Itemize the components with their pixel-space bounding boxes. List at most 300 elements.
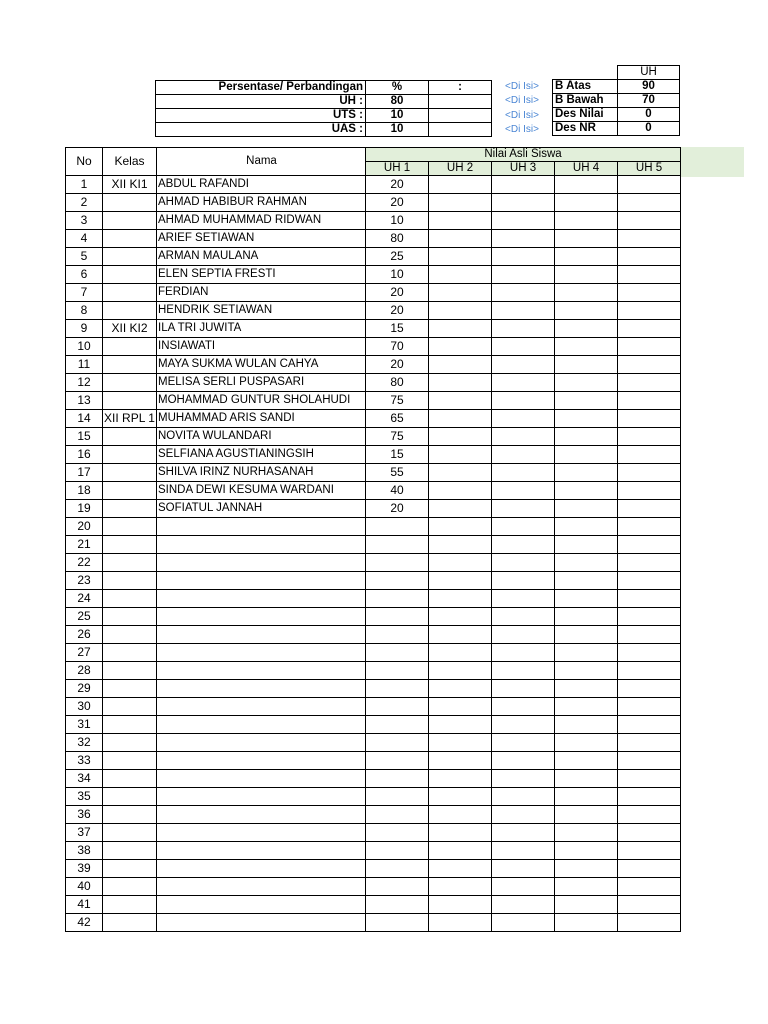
cell-no[interactable]: 15 [66,428,103,446]
cell-uh5[interactable] [618,410,681,428]
cell-nama[interactable]: ABDUL RAFANDI [157,176,366,194]
uh-value[interactable]: 0 [618,122,680,136]
cell-uh2[interactable] [429,590,492,608]
cell-uh1[interactable] [366,824,429,842]
cell-no[interactable]: 30 [66,698,103,716]
cell-uh1[interactable] [366,626,429,644]
cell-uh4[interactable] [555,536,618,554]
cell-nama[interactable] [157,914,366,932]
cell-kelas[interactable] [103,662,157,680]
cell-kelas[interactable] [103,788,157,806]
cell-uh3[interactable] [492,914,555,932]
column-header-uh5[interactable]: UH 5 [618,162,681,176]
settings-label[interactable]: UAS : [156,123,366,137]
cell-kelas[interactable] [103,392,157,410]
cell-uh1[interactable]: 20 [366,302,429,320]
cell-no[interactable]: 5 [66,248,103,266]
cell-uh4[interactable] [555,248,618,266]
cell-no[interactable]: 12 [66,374,103,392]
cell-uh5[interactable] [618,842,681,860]
settings-value[interactable]: 80 [366,95,429,109]
cell-uh3[interactable] [492,284,555,302]
cell-uh5[interactable] [618,464,681,482]
cell-uh3[interactable] [492,716,555,734]
uh-key[interactable]: B Atas [553,80,618,94]
cell-uh3[interactable] [492,698,555,716]
cell-uh3[interactable] [492,572,555,590]
cell-no[interactable]: 8 [66,302,103,320]
cell-kelas[interactable] [103,248,157,266]
cell-nama[interactable]: ILA TRI JUWITA [157,320,366,338]
cell-uh1[interactable] [366,860,429,878]
cell-uh5[interactable] [618,392,681,410]
cell-uh2[interactable] [429,752,492,770]
cell-uh3[interactable] [492,878,555,896]
cell-uh2[interactable] [429,482,492,500]
cell-kelas[interactable] [103,482,157,500]
cell-uh2[interactable] [429,302,492,320]
cell-uh4[interactable] [555,608,618,626]
uh-header[interactable]: UH [618,66,680,80]
cell-no[interactable]: 9 [66,320,103,338]
cell-no[interactable]: 37 [66,824,103,842]
cell-uh5[interactable] [618,428,681,446]
cell-uh5[interactable] [618,266,681,284]
cell-nama[interactable] [157,824,366,842]
cell-uh1[interactable] [366,572,429,590]
cell-kelas[interactable] [103,572,157,590]
cell-uh5[interactable] [618,446,681,464]
settings-label[interactable]: UH : [156,95,366,109]
cell-uh1[interactable] [366,590,429,608]
cell-uh4[interactable] [555,860,618,878]
cell-uh3[interactable] [492,608,555,626]
cell-uh2[interactable] [429,824,492,842]
cell-uh2[interactable] [429,626,492,644]
settings-empty-cell[interactable] [429,109,492,123]
cell-no[interactable]: 13 [66,392,103,410]
cell-uh1[interactable] [366,788,429,806]
cell-uh3[interactable] [492,482,555,500]
cell-uh3[interactable] [492,194,555,212]
column-group-nilai-asli[interactable]: Nilai Asli Siswa [366,148,681,162]
cell-nama[interactable] [157,878,366,896]
cell-uh5[interactable] [618,662,681,680]
cell-no[interactable]: 36 [66,806,103,824]
cell-nama[interactable] [157,626,366,644]
cell-kelas[interactable] [103,518,157,536]
cell-uh5[interactable] [618,806,681,824]
cell-no[interactable]: 3 [66,212,103,230]
cell-uh3[interactable] [492,662,555,680]
cell-kelas[interactable] [103,842,157,860]
cell-no[interactable]: 20 [66,518,103,536]
cell-no[interactable]: 42 [66,914,103,932]
cell-uh1[interactable] [366,896,429,914]
cell-uh1[interactable] [366,806,429,824]
cell-uh1[interactable] [366,608,429,626]
cell-no[interactable]: 38 [66,842,103,860]
cell-kelas[interactable] [103,626,157,644]
cell-uh4[interactable] [555,914,618,932]
cell-uh1[interactable] [366,770,429,788]
cell-no[interactable]: 23 [66,572,103,590]
cell-uh3[interactable] [492,428,555,446]
cell-uh3[interactable] [492,320,555,338]
cell-uh5[interactable] [618,590,681,608]
cell-uh4[interactable] [555,320,618,338]
cell-uh3[interactable] [492,500,555,518]
uh-value[interactable]: 70 [618,94,680,108]
cell-nama[interactable] [157,590,366,608]
cell-kelas[interactable] [103,374,157,392]
uh-key[interactable]: Des NR [553,122,618,136]
cell-uh4[interactable] [555,896,618,914]
cell-kelas[interactable] [103,500,157,518]
cell-no[interactable]: 2 [66,194,103,212]
cell-uh3[interactable] [492,554,555,572]
cell-uh2[interactable] [429,176,492,194]
cell-uh1[interactable]: 20 [366,356,429,374]
cell-uh1[interactable]: 10 [366,266,429,284]
cell-kelas[interactable] [103,698,157,716]
cell-uh4[interactable] [555,752,618,770]
cell-uh5[interactable] [618,500,681,518]
cell-no[interactable]: 10 [66,338,103,356]
cell-uh4[interactable] [555,194,618,212]
cell-nama[interactable]: SINDA DEWI KESUMA WARDANI [157,482,366,500]
cell-nama[interactable] [157,554,366,572]
cell-uh3[interactable] [492,860,555,878]
cell-uh1[interactable] [366,734,429,752]
cell-kelas[interactable] [103,914,157,932]
cell-uh4[interactable] [555,212,618,230]
cell-uh4[interactable] [555,716,618,734]
cell-uh5[interactable] [618,176,681,194]
cell-kelas[interactable] [103,608,157,626]
cell-uh2[interactable] [429,572,492,590]
cell-kelas[interactable] [103,428,157,446]
cell-nama[interactable] [157,896,366,914]
cell-uh1[interactable]: 80 [366,230,429,248]
column-header-uh2[interactable]: UH 2 [429,162,492,176]
column-header-uh4[interactable]: UH 4 [555,162,618,176]
cell-uh1[interactable]: 20 [366,500,429,518]
cell-no[interactable]: 28 [66,662,103,680]
cell-kelas[interactable]: XII RPL 1 [103,410,157,428]
cell-uh2[interactable] [429,896,492,914]
cell-uh5[interactable] [618,212,681,230]
cell-uh2[interactable] [429,878,492,896]
cell-nama[interactable] [157,788,366,806]
cell-uh4[interactable] [555,374,618,392]
column-header-kelas[interactable]: Kelas [103,148,157,176]
cell-uh5[interactable] [618,572,681,590]
cell-nama[interactable] [157,698,366,716]
cell-uh5[interactable] [618,734,681,752]
column-header-uh3[interactable]: UH 3 [492,162,555,176]
cell-uh1[interactable] [366,878,429,896]
cell-nama[interactable]: SELFIANA AGUSTIANINGSIH [157,446,366,464]
cell-uh1[interactable]: 20 [366,284,429,302]
cell-no[interactable]: 16 [66,446,103,464]
cell-uh2[interactable] [429,464,492,482]
cell-uh4[interactable] [555,410,618,428]
cell-nama[interactable] [157,572,366,590]
cell-nama[interactable]: ARMAN MAULANA [157,248,366,266]
cell-uh3[interactable] [492,788,555,806]
cell-no[interactable]: 18 [66,482,103,500]
cell-uh3[interactable] [492,518,555,536]
cell-nama[interactable] [157,644,366,662]
cell-uh5[interactable] [618,374,681,392]
cell-kelas[interactable] [103,554,157,572]
cell-no[interactable]: 33 [66,752,103,770]
cell-uh5[interactable] [618,338,681,356]
cell-nama[interactable]: INSIAWATI [157,338,366,356]
cell-uh5[interactable] [618,626,681,644]
cell-nama[interactable]: ELEN SEPTIA FRESTI [157,266,366,284]
settings-empty-cell[interactable] [429,123,492,137]
cell-uh2[interactable] [429,860,492,878]
cell-uh1[interactable] [366,752,429,770]
cell-uh4[interactable] [555,392,618,410]
cell-uh1[interactable]: 15 [366,320,429,338]
uh-value[interactable]: 0 [618,108,680,122]
cell-uh1[interactable]: 25 [366,248,429,266]
cell-uh4[interactable] [555,806,618,824]
cell-uh2[interactable] [429,518,492,536]
cell-uh1[interactable] [366,716,429,734]
cell-nama[interactable]: MAYA SUKMA WULAN CAHYA [157,356,366,374]
cell-kelas[interactable] [103,194,157,212]
cell-uh3[interactable] [492,824,555,842]
settings-header-label[interactable]: Persentase/ Perbandingan [156,81,366,95]
cell-uh1[interactable]: 40 [366,482,429,500]
cell-uh4[interactable] [555,824,618,842]
cell-uh3[interactable] [492,410,555,428]
uh-key[interactable]: Des Nilai [553,108,618,122]
cell-nama[interactable]: MUHAMMAD ARIS SANDI [157,410,366,428]
cell-uh5[interactable] [618,230,681,248]
cell-no[interactable]: 41 [66,896,103,914]
cell-uh4[interactable] [555,230,618,248]
settings-value[interactable]: 10 [366,123,429,137]
cell-uh1[interactable]: 15 [366,446,429,464]
cell-uh3[interactable] [492,230,555,248]
cell-uh4[interactable] [555,572,618,590]
cell-nama[interactable]: MELISA SERLI PUSPASARI [157,374,366,392]
cell-no[interactable]: 7 [66,284,103,302]
cell-uh2[interactable] [429,194,492,212]
cell-kelas[interactable] [103,806,157,824]
cell-uh2[interactable] [429,608,492,626]
cell-kelas[interactable] [103,824,157,842]
cell-uh2[interactable] [429,392,492,410]
uh-value[interactable]: 90 [618,80,680,94]
cell-uh2[interactable] [429,536,492,554]
cell-kelas[interactable] [103,464,157,482]
column-header-nama[interactable]: Nama [157,148,366,176]
column-header-no[interactable]: No [66,148,103,176]
cell-uh1[interactable]: 70 [366,338,429,356]
cell-no[interactable]: 14 [66,410,103,428]
cell-kelas[interactable] [103,878,157,896]
cell-uh5[interactable] [618,554,681,572]
cell-uh5[interactable] [618,356,681,374]
cell-kelas[interactable] [103,680,157,698]
cell-uh2[interactable] [429,788,492,806]
column-header-uh1[interactable]: UH 1 [366,162,429,176]
cell-uh4[interactable] [555,662,618,680]
uh-key[interactable]: B Bawah [553,94,618,108]
cell-nama[interactable] [157,734,366,752]
cell-uh1[interactable]: 20 [366,194,429,212]
cell-kelas[interactable] [103,284,157,302]
cell-no[interactable]: 11 [66,356,103,374]
cell-uh2[interactable] [429,284,492,302]
cell-uh3[interactable] [492,644,555,662]
cell-uh2[interactable] [429,680,492,698]
settings-label[interactable]: UTS : [156,109,366,123]
cell-uh3[interactable] [492,680,555,698]
cell-uh3[interactable] [492,302,555,320]
cell-no[interactable]: 35 [66,788,103,806]
cell-uh4[interactable] [555,284,618,302]
cell-uh5[interactable] [618,878,681,896]
cell-uh5[interactable] [618,860,681,878]
settings-header-percent[interactable]: % [366,81,429,95]
cell-uh2[interactable] [429,716,492,734]
cell-uh4[interactable] [555,590,618,608]
cell-uh5[interactable] [618,896,681,914]
cell-uh3[interactable] [492,338,555,356]
cell-uh3[interactable] [492,842,555,860]
cell-kelas[interactable] [103,770,157,788]
cell-uh1[interactable] [366,554,429,572]
cell-uh5[interactable] [618,518,681,536]
cell-uh3[interactable] [492,626,555,644]
cell-no[interactable]: 17 [66,464,103,482]
cell-uh5[interactable] [618,698,681,716]
cell-kelas[interactable] [103,896,157,914]
cell-uh5[interactable] [618,284,681,302]
cell-nama[interactable] [157,860,366,878]
cell-uh3[interactable] [492,392,555,410]
cell-kelas[interactable] [103,734,157,752]
cell-uh4[interactable] [555,338,618,356]
cell-uh1[interactable] [366,698,429,716]
cell-uh2[interactable] [429,338,492,356]
settings-value[interactable]: 10 [366,109,429,123]
cell-uh5[interactable] [618,914,681,932]
cell-uh4[interactable] [555,356,618,374]
cell-uh5[interactable] [618,770,681,788]
cell-uh3[interactable] [492,770,555,788]
cell-uh3[interactable] [492,212,555,230]
cell-uh2[interactable] [429,230,492,248]
cell-kelas[interactable] [103,536,157,554]
cell-uh4[interactable] [555,500,618,518]
cell-no[interactable]: 19 [66,500,103,518]
cell-uh4[interactable] [555,554,618,572]
cell-uh2[interactable] [429,734,492,752]
cell-uh1[interactable]: 75 [366,428,429,446]
cell-nama[interactable] [157,770,366,788]
cell-nama[interactable]: SHILVA IRINZ NURHASANAH [157,464,366,482]
cell-no[interactable]: 39 [66,860,103,878]
cell-uh1[interactable]: 10 [366,212,429,230]
cell-no[interactable]: 24 [66,590,103,608]
settings-empty-cell[interactable] [429,95,492,109]
cell-no[interactable]: 40 [66,878,103,896]
cell-no[interactable]: 1 [66,176,103,194]
cell-no[interactable]: 34 [66,770,103,788]
cell-no[interactable]: 29 [66,680,103,698]
cell-uh1[interactable]: 80 [366,374,429,392]
cell-nama[interactable] [157,518,366,536]
cell-uh2[interactable] [429,698,492,716]
cell-uh3[interactable] [492,896,555,914]
cell-uh2[interactable] [429,320,492,338]
cell-uh2[interactable] [429,842,492,860]
cell-uh2[interactable] [429,374,492,392]
cell-uh5[interactable] [618,248,681,266]
cell-uh2[interactable] [429,770,492,788]
cell-nama[interactable]: AHMAD HABIBUR RAHMAN [157,194,366,212]
cell-uh1[interactable]: 75 [366,392,429,410]
cell-uh4[interactable] [555,644,618,662]
cell-uh4[interactable] [555,680,618,698]
cell-nama[interactable]: MOHAMMAD GUNTUR SHOLAHUDI [157,392,366,410]
cell-nama[interactable]: AHMAD MUHAMMAD RIDWAN [157,212,366,230]
cell-uh2[interactable] [429,662,492,680]
cell-nama[interactable]: FERDIAN [157,284,366,302]
cell-nama[interactable]: HENDRIK SETIAWAN [157,302,366,320]
cell-no[interactable]: 22 [66,554,103,572]
cell-uh5[interactable] [618,752,681,770]
cell-uh4[interactable] [555,482,618,500]
cell-uh5[interactable] [618,716,681,734]
cell-uh4[interactable] [555,266,618,284]
cell-kelas[interactable] [103,590,157,608]
cell-uh5[interactable] [618,194,681,212]
cell-kelas[interactable] [103,356,157,374]
cell-uh2[interactable] [429,806,492,824]
cell-uh3[interactable] [492,176,555,194]
cell-uh3[interactable] [492,446,555,464]
cell-uh2[interactable] [429,428,492,446]
cell-kelas[interactable] [103,644,157,662]
cell-uh3[interactable] [492,248,555,266]
settings-header-colon[interactable]: : [429,81,492,95]
cell-nama[interactable]: SOFIATUL JANNAH [157,500,366,518]
cell-uh1[interactable] [366,662,429,680]
cell-uh4[interactable] [555,518,618,536]
cell-uh3[interactable] [492,356,555,374]
cell-nama[interactable] [157,842,366,860]
cell-uh2[interactable] [429,266,492,284]
cell-no[interactable]: 32 [66,734,103,752]
cell-kelas[interactable]: XII KI2 [103,320,157,338]
cell-uh3[interactable] [492,266,555,284]
cell-kelas[interactable] [103,446,157,464]
cell-uh5[interactable] [618,482,681,500]
cell-uh2[interactable] [429,248,492,266]
cell-uh4[interactable] [555,770,618,788]
cell-uh4[interactable] [555,788,618,806]
cell-kelas[interactable] [103,212,157,230]
